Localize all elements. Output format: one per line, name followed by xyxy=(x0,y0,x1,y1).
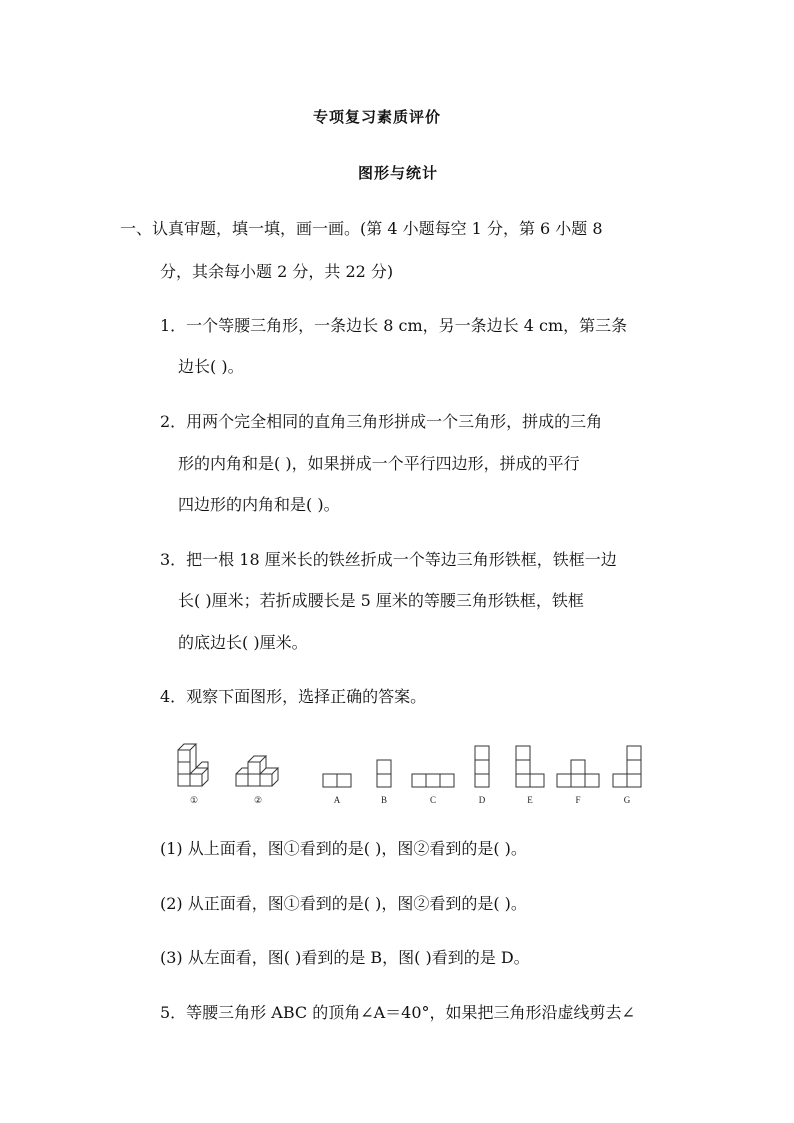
option-g-view xyxy=(613,746,641,787)
question-2-line3: 四边形的内角和是( )。 xyxy=(178,495,340,514)
question-2-line2: 形的内角和是( )，如果拼成一个平行四边形，拼成的平行 xyxy=(178,454,580,473)
question-3-line2: 长( )厘米；若折成腰长是 5 厘米的等腰三角形铁框，铁框 xyxy=(178,591,584,610)
option-e-view xyxy=(516,746,544,787)
option-f-view xyxy=(557,760,599,787)
figure-label-g: G xyxy=(623,795,631,805)
option-d-view xyxy=(475,746,489,787)
page-subtitle: 图形与统计 xyxy=(358,164,439,182)
question-5-line1: 5．等腰三角形 ABC 的顶角∠A＝40°，如果把三角形沿虚线剪去∠ xyxy=(160,1003,635,1022)
page-title: 专项复习素质评价 xyxy=(313,108,442,126)
figure-label-c: C xyxy=(429,795,437,805)
question-2-line1: 2．用两个完全相同的直角三角形拼成一个三角形，拼成的三角 xyxy=(160,412,603,431)
section-heading-line2: 分，其余每小题 2 分，共 22 分) xyxy=(160,262,394,281)
question-1-line2: 边长( )。 xyxy=(178,357,244,376)
cube-views-figure xyxy=(170,738,650,808)
figure-1-solid xyxy=(178,744,208,786)
question-4-sub3: (3) 从左面看，图( )看到的是 B，图( )看到的是 D。 xyxy=(160,948,530,967)
figure-label-a: A xyxy=(333,795,341,805)
question-1-line1: 1．一个等腰三角形，一条边长 8 cm，另一条边长 4 cm，第三条 xyxy=(160,316,628,335)
question-3-line1: 3．把一根 18 厘米长的铁丝折成一个等边三角形铁框，铁框一边 xyxy=(160,550,617,569)
question-4-line1: 4．观察下面图形，选择正确的答案。 xyxy=(160,687,427,706)
figure-label-2: ② xyxy=(253,795,263,805)
question-3-line3: 的底边长( )厘米。 xyxy=(178,633,308,652)
figure-label-e: E xyxy=(527,795,533,805)
option-a-view xyxy=(323,774,351,787)
figure-label-f: F xyxy=(575,795,581,805)
figure-label-d: D xyxy=(478,795,486,805)
option-c-view xyxy=(412,774,454,787)
figure-label-b: B xyxy=(380,795,388,805)
question-4-sub2: (2) 从正面看，图①看到的是( )，图②看到的是( )。 xyxy=(160,894,527,913)
option-b-view xyxy=(377,760,391,787)
figure-2-solid xyxy=(236,756,278,786)
question-4-sub1: (1) 从上面看，图①看到的是( )，图②看到的是( )。 xyxy=(160,839,527,858)
figure-label-1: ① xyxy=(189,795,199,805)
section-heading-line1: 一、认真审题，填一填，画一画。(第 4 小题每空 1 分，第 6 小题 8 xyxy=(120,219,603,238)
